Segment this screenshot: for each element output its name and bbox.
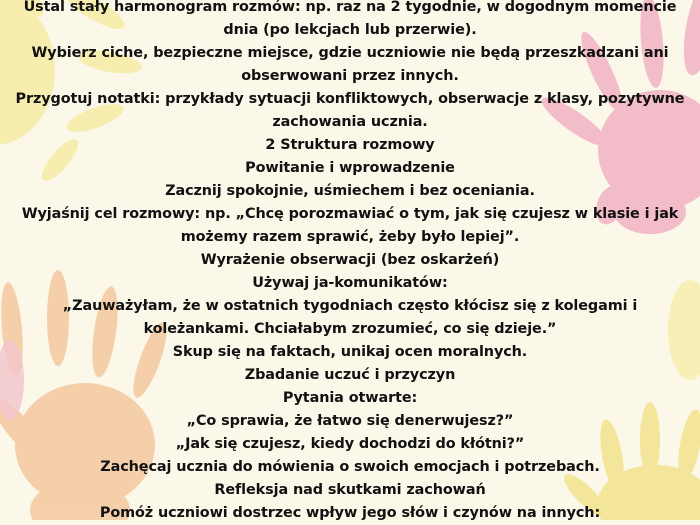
subheading: Refleksja nad skutkami zachowań (214, 482, 486, 498)
subheading: Wyrażenie obserwacji (bez oskarżeń) (200, 252, 500, 268)
subheading: Zbadanie uczuć i przyczyn (244, 367, 456, 383)
text-line: Skup się na faktach, unikaj ocen moralnych. (172, 344, 528, 360)
text-line: Zachęcaj ucznia do mówienia o swoich emocjach i potrzebach. (100, 459, 600, 475)
text-line: zachowania ucznia. (272, 114, 428, 130)
quote-line: „Jak się czujesz, kiedy dochodzi do kłótni?” (175, 436, 525, 452)
text-line: dnia (po lekcjach lub przerwie). (223, 22, 477, 38)
subheading: Powitanie i wprowadzenie (245, 160, 455, 176)
text-line: Przygotuj notatki: przykłady sytuacji konfliktowych, obserwacje z klasy, pozytywne (15, 91, 685, 107)
text-line: Wyjaśnij cel rozmowy: np. „Chcę porozmawiać o tym, jak się czujesz w klasie i jak (21, 206, 679, 222)
section-heading: 2 Struktura rozmowy (265, 137, 435, 153)
quote-line: „Zauważyłam, że w ostatnich tygodniach często kłócisz się z kolegami i (62, 298, 638, 314)
text-line: Pomóż uczniowi dostrzec wpływ jego słów i czynów na innych: (99, 505, 601, 521)
text-line: możemy razem sprawić, żeby było lepiej”. (180, 229, 520, 245)
quote-line: „Co sprawia, że łatwo się denerwujesz?” (186, 413, 514, 429)
text-line: Używaj ja-komunikatów: (252, 275, 448, 291)
text-line: Zacznij spokojnie, uśmiechem i bez oceniania. (165, 183, 535, 199)
text-line: Ustal stały harmonogram rozmów: np. raz na 2 tygodnie, w dogodnym momencie (23, 0, 677, 15)
text-line: Wybierz ciche, bezpieczne miejsce, gdzie uczniowie nie będą przeszkadzani ani (31, 45, 669, 61)
quote-line: koleżankami. Chciałabym zrozumieć, co się dzieje.” (143, 321, 557, 337)
text-line: Pytania otwarte: (282, 390, 418, 406)
text-line: obserwowani przez innych. (241, 68, 459, 84)
